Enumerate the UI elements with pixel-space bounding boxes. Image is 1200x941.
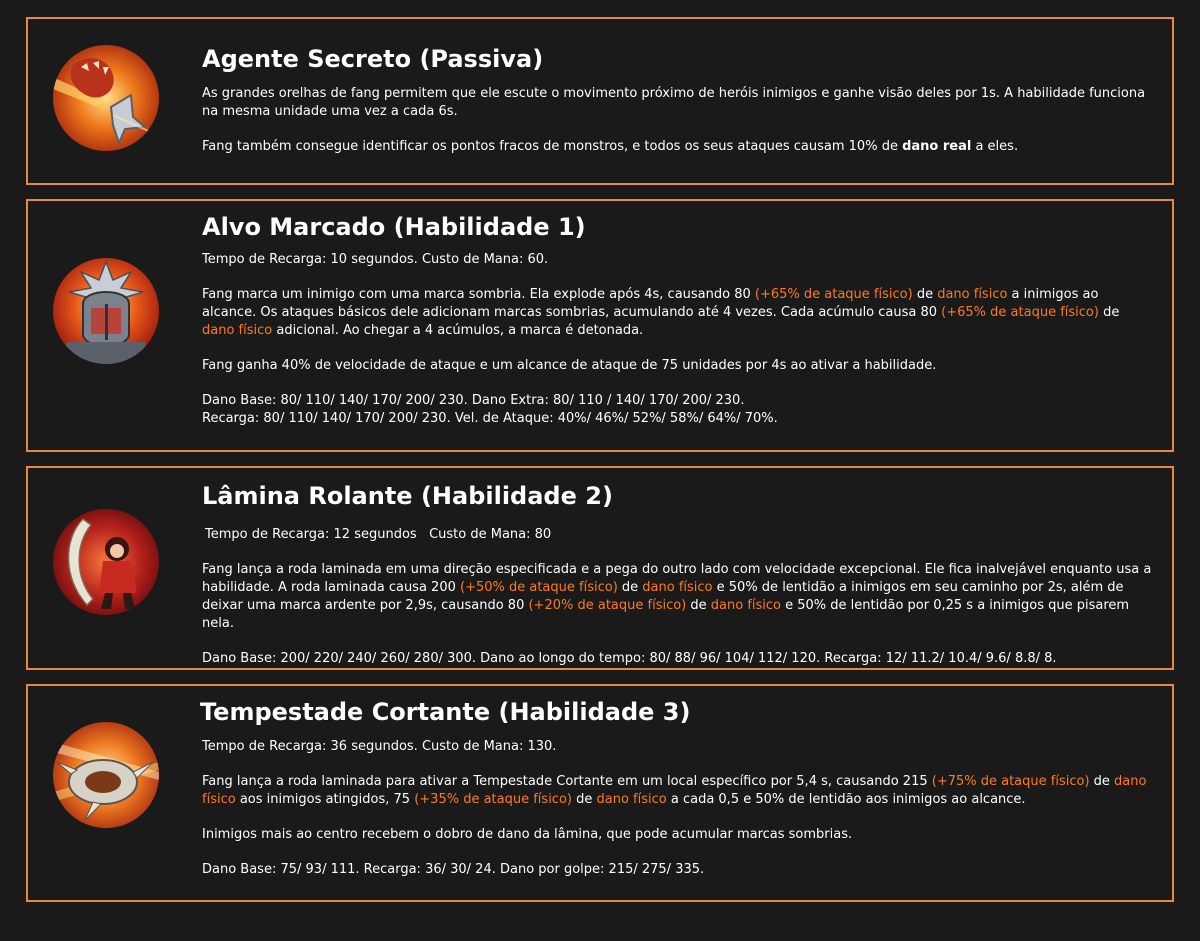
skill-title: Lâmina Rolante (Habilidade 2) (202, 482, 613, 510)
skill-card-2 (26, 466, 1174, 670)
skill-description (202, 85, 1152, 156)
skill-title: Tempestade Cortante (Habilidade 3) (200, 698, 691, 726)
rolling-blade-icon (53, 509, 159, 615)
skill-title: Alvo Marcado (Habilidade 1) (202, 213, 586, 241)
skill-paragraph: As grandes orelhas de fang permitem que ele escute o movimento próximo de heróis inimigos e ganhe visão deles por 1s. A habilidade funciona na mesma unidade uma vez a cada 6s. (202, 86, 1146, 119)
skill-card-3 (26, 684, 1174, 902)
cooldown-text: Tempo de Recarga: 12 segundos Custo de Mana: 80 (205, 527, 552, 542)
skill-description (202, 738, 1152, 879)
skill-paragraph: Fang também consegue identificar os pontos fracos de monstros, e todos os seus ataques causam 10% de dano real a eles. (202, 139, 1019, 154)
skill-paragraph: Inimigos mais ao centro recebem o dobro de dano da lâmina, que pode acumular marcas sombrias. (202, 827, 853, 842)
cooldown-text: Tempo de Recarga: 36 segundos. Custo de Mana: 130. (202, 739, 557, 754)
skill-description (202, 526, 1162, 668)
cooldown-text: Tempo de Recarga: 10 segundos. Custo de Mana: 60. (202, 252, 549, 267)
stats-text: Dano Base: 200/ 220/ 240/ 260/ 280/ 300. Dano ao longo do tempo: 80/ 88/ 96/ 104/ 112/ 120. Recarga: 12/ 11.2/ 10.4/ 9.6/ 8.8/ 8. (202, 651, 1057, 666)
blade-storm-icon (53, 722, 159, 828)
skill-card-1 (26, 199, 1174, 452)
skill-paragraph: Fang ganha 40% de velocidade de ataque e um alcance de ataque de 75 unidades por 4s ao ativar a habilidade. (202, 358, 937, 373)
skill-card-passive (26, 17, 1174, 185)
stats-text: Dano Base: 75/ 93/ 111. Recarga: 36/ 30/ 24. Dano por golpe: 215/ 275/ 335. (202, 862, 705, 877)
skill-paragraph: Fang lança a roda laminada para ativar a Tempestade Cortante em um local específico por 5,4 s, causando 215 (+75% de ataque físico) de dano físico aos inimigos atingidos, 75 (+35% de ataque físico) de dano físico a cada 0,5 e 50% de lentidão aos inimigos ao alcance. (202, 774, 1147, 807)
skill-paragraph: Fang marca um inimigo com uma marca sombria. Ela explode após 4s, causando 80 (+65% de ataque físico) de dano físico a inimigos ao alcance. Os ataques básicos dele adicionam marcas sombrias, acumulando até 4 vezes. Cada acúmulo causa 80 (+65% de ataque físico) de dano físico adicional. Ao chegar a 4 acúmulos, a marca é detonada. (202, 287, 1120, 338)
skill-description (202, 251, 1152, 428)
true-damage-term: dano real (902, 139, 972, 154)
armored-knight-icon (53, 258, 159, 364)
skill-paragraph: Fang lança a roda laminada em uma direção especificada e a pega do outro lado com velocidade excepcional. Ele fica inalvejável enquanto usa a habilidade. A roda laminada causa 200 (+50% de ataque físico) de dano físico e 50% de lentidão a inimigos em seu caminho por 2s, além de deixar uma marca ardente por 2,9s, causando 80 (+20% de ataque físico) de dano físico e 50% de lentidão por 0,25 s a inimigos que pisarem nela. (202, 562, 1152, 631)
stats-text: Dano Base: 80/ 110/ 140/ 170/ 200/ 230. Dano Extra: 80/ 110 / 140/ 170/ 200/ 230. Recarga: 80/ 110/ 140/ 170/ 200/ 230. Vel. de Ataque: 40%/ 46%/ 52%/ 58%/ 64%/ 70%. (202, 393, 778, 426)
passive-claw-icon (53, 45, 159, 151)
skill-title: Agente Secreto (Passiva) (202, 45, 544, 73)
